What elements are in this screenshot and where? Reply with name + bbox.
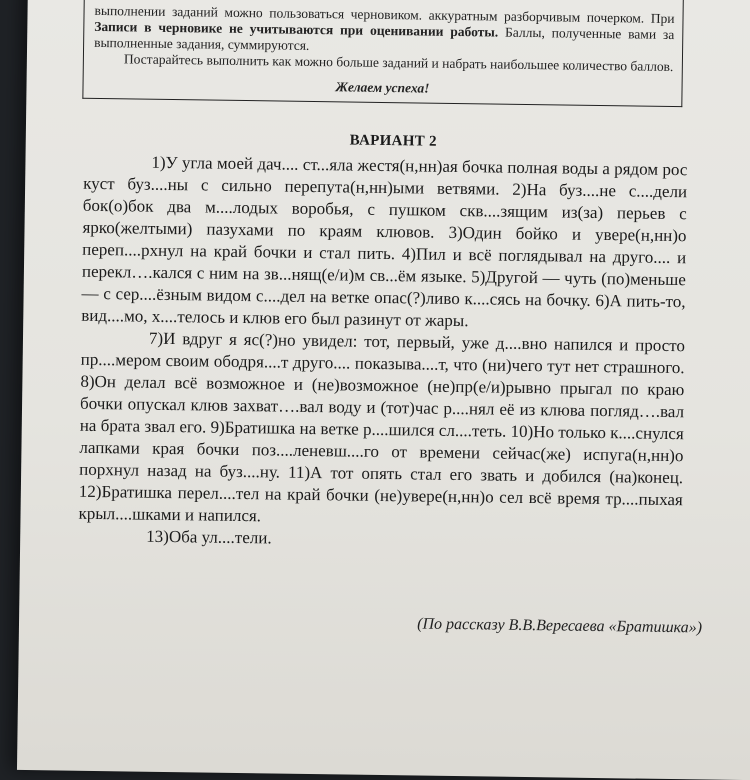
variant-title: ВАРИАНТ 2 [349,132,437,150]
good-luck-text: Желаем успеха! [335,79,430,96]
document-page [17,0,750,780]
main-text [78,151,687,555]
paragraph-1: 1)У угла моей дач.... ст...яла жестя(н,нн)ая бочка полная воды а рядом рос куст буз....ны с сильно перепута(н,нн)ыми ветвями. 2)На буз....не с....дели бок(о)бок два м....лодых воробья, с пушком скв....зящим из(за) перьев с ярко(желтыми) пазухами по краям клювов. 3)Один бойко и увере(н,нн)о переп....рхнул на край бочки и стал пить. 4)Пил и всё поглядывал на друго.... и перекл….кался с ним на зв...нящ(е/и)м св...ём языке. 5)Другой — чуть (по)меньше — с сер....ёзным видом с....дел на ветке опас(?)ливо к....сясь на бочку. 6)А пить-то, вид....мо, х....телось и клюв его был разинут от жары. [81,152,688,331]
instructions-text-1: выполнении заданий можно пользоваться черновиком. [94,2,423,23]
instructions-line-3: Постарайтесь выполнить как можно больше заданий и набрать наибольшее количество баллов. [123,51,674,75]
instructions-bold-text: Записи в черновике не учитываются при оценивании работы. [94,18,499,40]
instructions-box [82,0,684,107]
instructions-text-2: Баллы, полученные вами за выполненные задания, суммируются. [94,24,675,53]
source-citation: (По рассказу В.В.Вересаева «Братишка») [417,615,703,637]
paragraph-2: 7)И вдруг я яс(?)но увидел: тот, первый, уже д....вно напился и просто пр....мером своим ободря....т друго.... показыва....т, что (ни)чего тут нет страшного. 8)Он делал всё возможное и (не)возможное (не)пр(е/и)рывно прыгал по краю бочки опускал клюв захват….вал воду и (тот)час р....нял её из клюва погляд….вал на брата звал его. 9)Братишка на ветке р....шился сл....теть. 10)Но только к....снулся лапками края бочки поз....леневш....го от времени сейчас(же) испуга(н,нн)о порхнул назад на буз....ну. 11)А тот опять стал его звать и добился (на)конец. 12)Братишка перел....тел на край бочки (не)увере(н,нн)о сел всё время тр....пыхая крыл....шками и напился. [78,328,686,526]
paragraph-3: 13)Оба ул....тели. [146,526,272,548]
instructions-text-1-tail: аккуратным разборчивым почерком. При [428,7,675,27]
instructions-line-1 [94,3,675,59]
